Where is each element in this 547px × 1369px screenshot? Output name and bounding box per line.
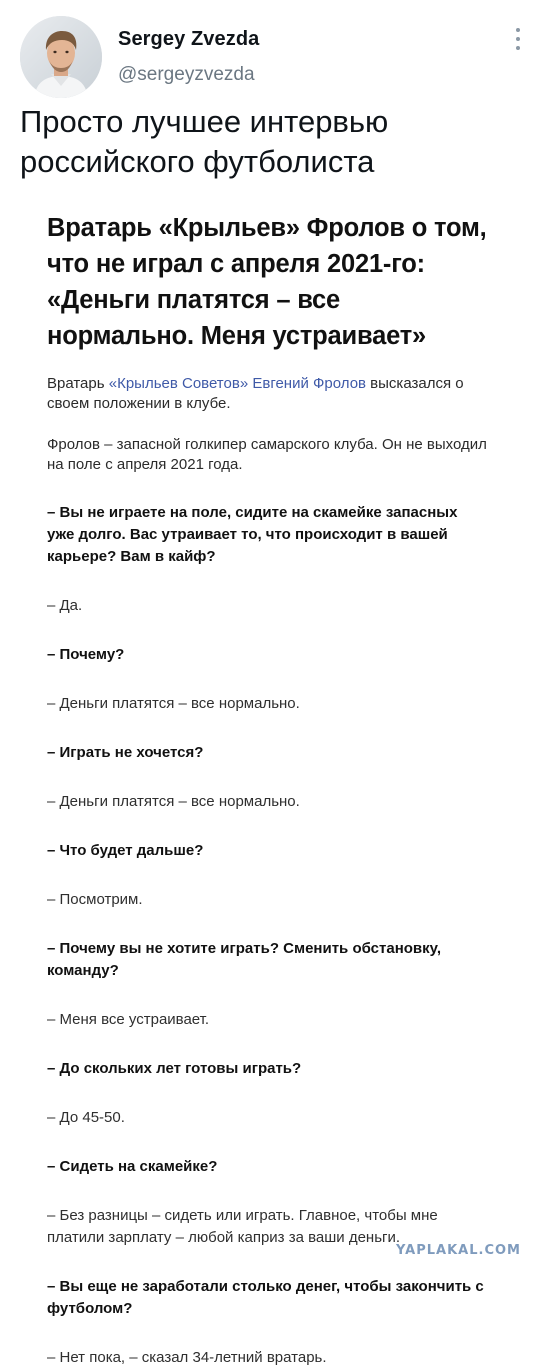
club-link[interactable]: «Крыльев Советов»: [108, 375, 249, 392]
site-watermark: YAPLAKAL.COM: [396, 1243, 521, 1258]
interview-question: – Вы еще не заработали столько денег, чтобы закончить с футболом?: [47, 1278, 484, 1317]
interview-question: – До скольких лет готовы играть?: [47, 1060, 302, 1077]
article-lead: [47, 374, 487, 414]
interview-answer: – Без разницы – сидеть или играть. Главное, чтобы мне платили зарплату – любой каприз за ваши деньги.: [47, 1207, 438, 1246]
menu-dot: [516, 46, 520, 50]
article-intro: Фролов – запасной голкипер самарского клуба. Он не выходил на поле с апреля 2021 года.: [47, 436, 487, 473]
interview-answer: – Нет пока, – сказал 34-летний вратарь.: [47, 1349, 327, 1366]
interview-answer: – Деньги платятся – все нормально.: [47, 695, 300, 712]
tweet-header: [20, 16, 527, 102]
avatar[interactable]: [20, 16, 102, 98]
interview-question: – Играть не хочется?: [47, 744, 204, 761]
author-name[interactable]: Sergey Zvezda: [118, 28, 260, 50]
player-link[interactable]: Евгений Фролов: [252, 375, 367, 392]
author-handle[interactable]: @sergeyzvezda: [118, 64, 255, 85]
menu-dot: [516, 37, 520, 41]
interview-answer: – Да.: [47, 597, 83, 614]
interview-question: – Вы не играете на поле, сидите на скамейке запасных уже долго. Вас утраивает то, что происходит в вашей карьере? Вам в кайф?: [47, 504, 458, 565]
lead-prefix: Вратарь: [47, 375, 109, 392]
interview-answer: – Меня все устраивает.: [47, 1011, 210, 1028]
interview-question: – Почему вы не хотите играть? Сменить обстановку, команду?: [47, 940, 442, 979]
avatar-photo-icon: [20, 16, 102, 98]
interview-answer: – Посмотрим.: [47, 891, 143, 908]
article-headline: Вратарь «Крыльев» Фролов о том, что не играл с апреля 2021-го: «Деньги платятся – все нормально. Меня устраивает»: [47, 214, 487, 350]
lead-suffix: высказался о своем положении в клубе.: [47, 375, 464, 412]
interview-question: – Почему?: [47, 646, 125, 663]
interview-question: – Сидеть на скамейке?: [47, 1158, 218, 1175]
article-screenshot: [47, 210, 487, 1369]
interview-answer: – Деньги платятся – все нормально.: [47, 793, 300, 810]
interview-question: – Что будет дальше?: [47, 842, 204, 859]
interview-answer: – До 45-50.: [47, 1109, 125, 1126]
tweet-text: Просто лучшее интервью российского футболиста: [20, 104, 389, 179]
more-vertical-icon[interactable]: [515, 28, 521, 50]
menu-dot: [516, 28, 520, 32]
